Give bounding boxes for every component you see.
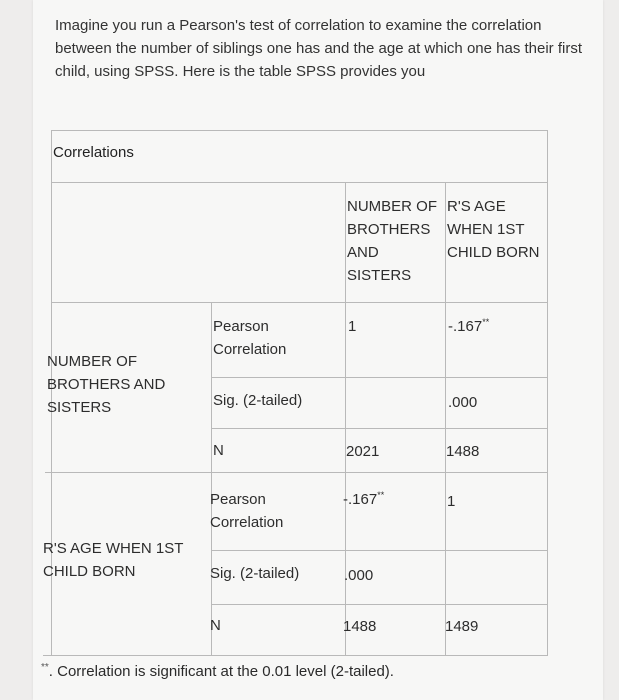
question-text: Imagine you run a Pearson's test of correlation to examine the correlation between the number of siblings one has and the age at which one has their first child, using SPSS. Here is the table SPSS provides you	[55, 17, 582, 80]
stat-label-n: N	[210, 617, 221, 634]
stat-label-pearson: Pearson Correlation	[210, 491, 284, 531]
row-divider-4	[211, 604, 548, 605]
cell-value: 1	[348, 318, 357, 335]
cell-value-number: -.167	[448, 318, 483, 335]
col-divider-1	[211, 302, 212, 656]
row-divider-1	[211, 377, 548, 378]
cell-value: .000	[448, 394, 478, 411]
row-variable-age: R'S AGE WHEN 1ST CHILD BORN	[43, 540, 184, 580]
row-divider-3	[211, 550, 548, 551]
question-card	[33, 0, 603, 700]
cell-value: 1	[447, 493, 456, 510]
header-bottom-border	[51, 302, 548, 303]
table-bottom-border	[43, 655, 548, 656]
cell-value-number: -.167	[343, 491, 378, 508]
cell-value: 1489	[445, 618, 479, 635]
col-divider-4	[547, 182, 548, 656]
title-bottom-border	[51, 182, 548, 183]
table-footnote	[41, 662, 394, 680]
cell-value	[343, 488, 384, 511]
cell-value: 2021	[346, 443, 380, 460]
table-top-border	[51, 130, 548, 131]
cell-value: 1488	[343, 618, 377, 635]
cell-value: .000	[344, 567, 374, 584]
footnote-text: . Correlation is significant at the 0.01 level (2-tailed).	[48, 663, 394, 680]
cell-value	[448, 315, 489, 338]
col-header-age: R'S AGE WHEN 1ST CHILD BORN	[447, 198, 540, 261]
cell-value: 1488	[446, 443, 480, 460]
significance-marker: **	[482, 317, 490, 327]
row-divider-2	[211, 428, 548, 429]
stat-label-n: N	[213, 442, 224, 459]
stat-label-sig: Sig. (2-tailed)	[210, 565, 300, 582]
col-divider-3	[445, 182, 446, 656]
table-right-border	[547, 130, 548, 182]
table-title: Correlations	[53, 144, 134, 161]
col-header-siblings: NUMBER OF BROTHERS AND SISTERS	[347, 198, 437, 284]
stat-label-pearson: Pearson Correlation	[213, 318, 287, 358]
row-variable-siblings: NUMBER OF BROTHERS AND SISTERS	[47, 353, 166, 416]
significance-marker: **	[377, 490, 385, 500]
footnote-marker: **	[41, 662, 49, 673]
stat-label-sig: Sig. (2-tailed)	[213, 392, 303, 409]
group-divider	[45, 472, 548, 473]
